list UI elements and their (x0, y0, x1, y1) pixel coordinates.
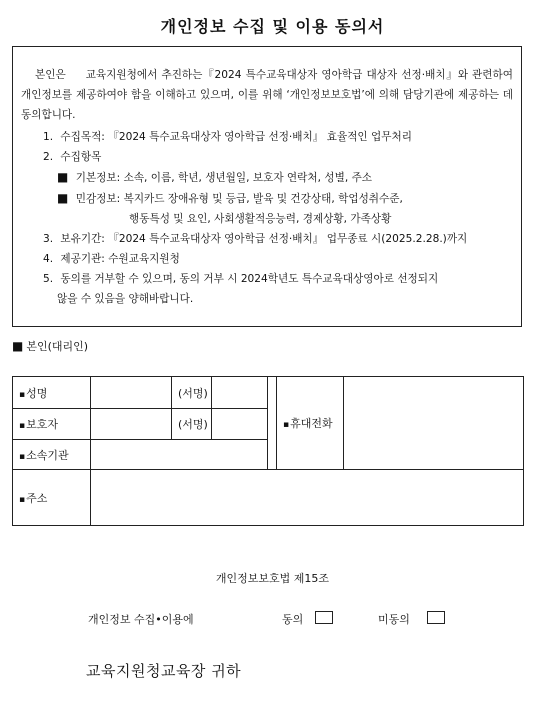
item-number: 3. (43, 233, 54, 245)
square-bullet-icon: ■ (12, 339, 24, 353)
item-number: 4. (43, 253, 54, 265)
bullet-icon: ▪ (19, 421, 26, 431)
notice-subitem-basic (21, 167, 513, 188)
square-bullet-icon: ■ (57, 191, 69, 205)
name-field[interactable] (91, 377, 172, 409)
table-row (13, 470, 524, 526)
org-field[interactable] (91, 440, 268, 470)
notice-item-2 (21, 147, 513, 167)
item-text: 수집항목 (60, 151, 102, 163)
item-text: 제공기관: 수원교육지원청 (60, 253, 180, 265)
table-row (13, 377, 524, 409)
table-divider (268, 377, 277, 470)
page-title: 개인정보 수집 및 이용 동의서 (160, 17, 385, 36)
guardian-label-cell (13, 409, 91, 440)
intro-prefix: 본인은 (35, 69, 66, 81)
name-signature-field[interactable] (212, 377, 268, 409)
agree-label: 동의 (282, 613, 304, 626)
notice-subitem-sensitive (21, 188, 513, 209)
consent-notice-box (12, 46, 522, 327)
notice-item-3 (21, 229, 513, 249)
subitem-text: 민감정보: 복지카드 장애유형 및 등급, 발육 및 건강상태, 학업성취수준, (75, 193, 403, 205)
bullet-icon: ▪ (19, 389, 26, 400)
section-label-text: 본인(대리인) (26, 340, 89, 353)
addressee: 교육지원청교육장 귀하 (86, 662, 242, 680)
item-number: 1. (43, 131, 54, 143)
item-number: 5. (43, 273, 54, 285)
notice-intro (21, 65, 513, 125)
section-label (12, 338, 88, 354)
phone-field[interactable] (344, 377, 524, 470)
item-number: 2. (43, 151, 54, 163)
notice-item-5 (21, 269, 513, 289)
notice-item-5-continuation: 않을 수 있음을 양해바랍니다. (57, 293, 194, 305)
guardian-label: 보호자 (26, 418, 58, 431)
agree-checkbox[interactable] (315, 611, 333, 624)
disagree-label: 미동의 (378, 613, 410, 626)
signature-label-cell (172, 409, 212, 440)
signature-label-cell (172, 377, 212, 409)
law-reference: 개인정보보호법 제15조 (215, 572, 330, 585)
phone-label: 휴대전화 (290, 417, 333, 430)
square-bullet-icon: ■ (57, 170, 69, 184)
item-text: 수집목적: 『2024 특수교육대상자 영아학급 선정·배치』 효율적인 업무처리 (60, 131, 412, 143)
notice-subitem-continuation: 행동특성 및 요인, 사회생활적응능력, 경제상황, 가족상황 (129, 213, 392, 225)
address-label: 주소 (26, 491, 48, 505)
address-field[interactable] (91, 470, 524, 526)
bullet-icon: ▪ (283, 420, 290, 430)
phone-label-cell (277, 377, 344, 470)
name-label-cell (13, 377, 91, 409)
org-label: 소속기관 (26, 448, 69, 462)
notice-item-1 (21, 127, 513, 147)
signature-label: (서명) (178, 386, 208, 400)
personal-info-table (12, 376, 524, 526)
name-label: 성명 (26, 386, 48, 400)
subitem-text: 기본정보: 소속, 이름, 학년, 생년월일, 보호자 연락처, 성별, 주소 (75, 172, 373, 184)
org-label-cell (13, 440, 91, 470)
item-text: 보유기간: 『2024 특수교육대상자 영아학급 선정·배치』 업무종료 시(2025.2.28.)까지 (60, 233, 468, 245)
address-label-cell (13, 470, 91, 526)
bullet-icon: ▪ (19, 451, 26, 462)
consent-question: 개인정보 수집•이용에 (88, 613, 194, 626)
guardian-signature-field[interactable] (212, 409, 268, 440)
disagree-checkbox[interactable] (427, 611, 445, 624)
intro-text: 교육지원청에서 추진하는『2024 특수교육대상자 영아학급 대상자 선정·배치』와 관련하여 개인정보를 제공하여야 함을 이해하고 있으며, 이를 위해 ‘개인정보보호법’에 의해 담당기관에 제공하는 데 동의합니다. (21, 69, 513, 121)
guardian-field[interactable] (91, 409, 172, 440)
notice-item-4 (21, 249, 513, 269)
item-text: 동의를 거부할 수 있으며, 동의 거부 시 2024학년도 특수교육대상영아로 선정되지 (60, 273, 439, 285)
signature-label: (서명) (178, 418, 208, 431)
bullet-icon: ▪ (19, 494, 26, 505)
